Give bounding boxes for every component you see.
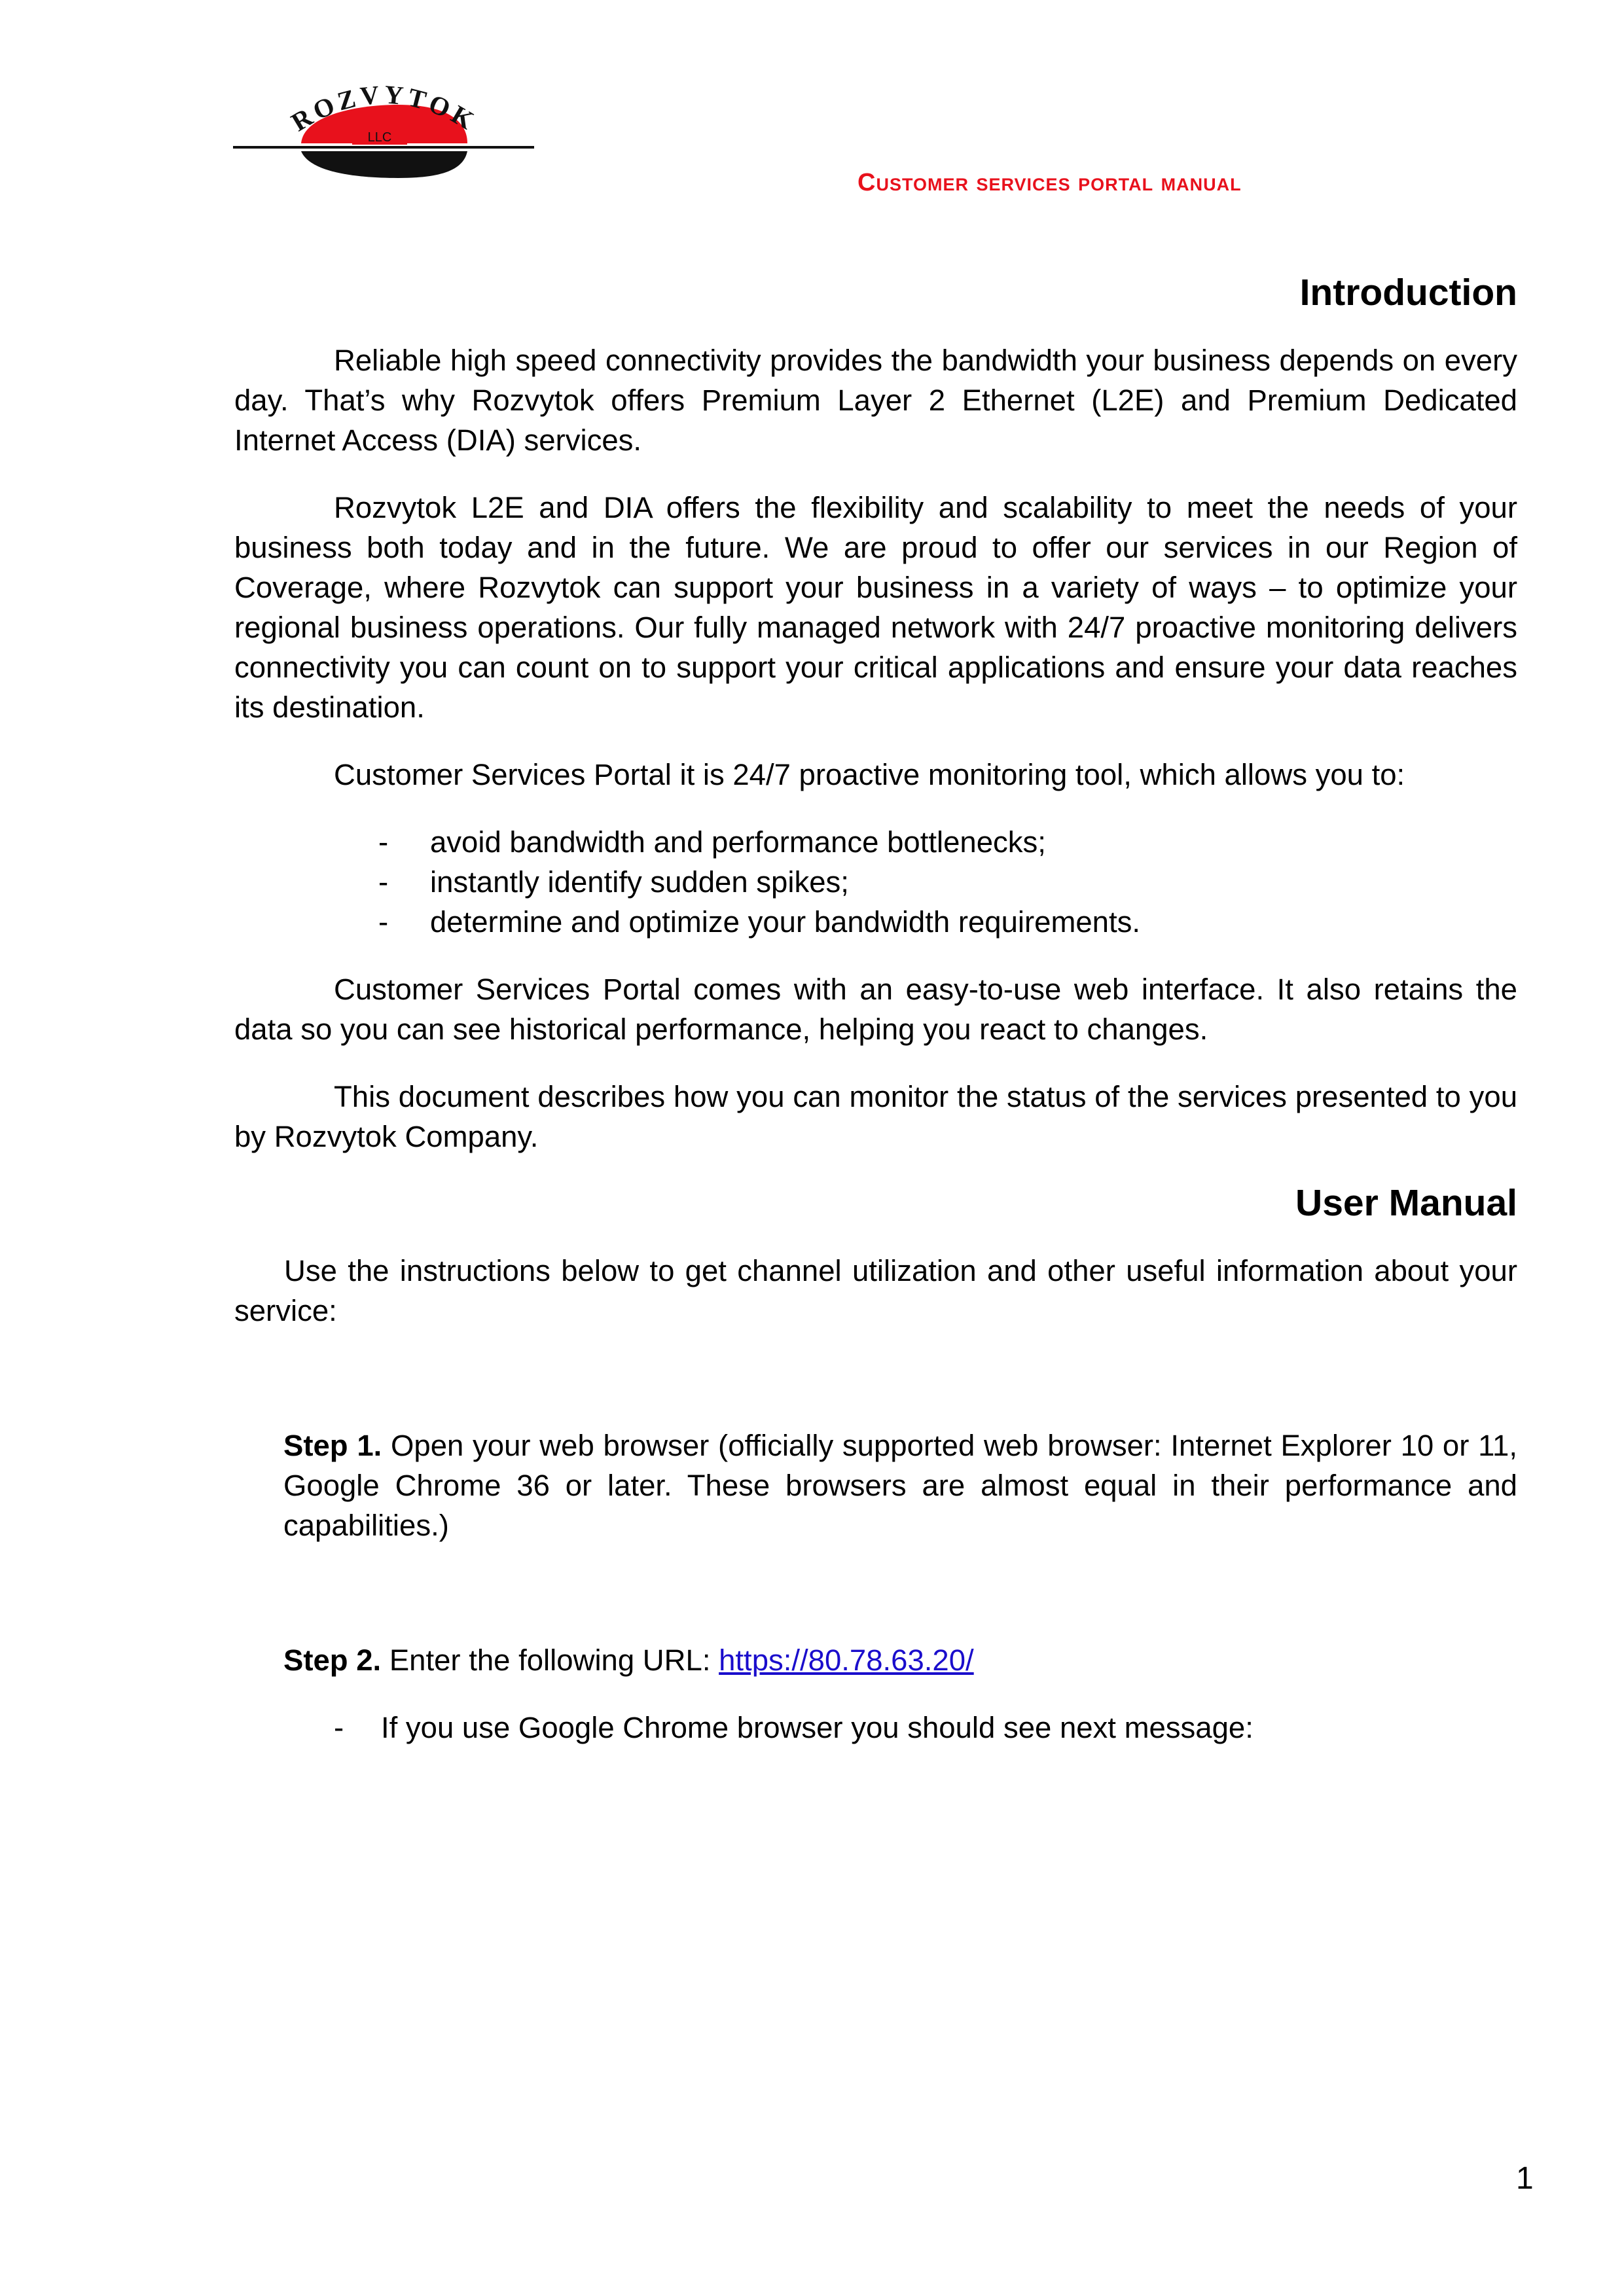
- chrome-note: - If you use Google Chrome browser you should see next message:: [234, 1708, 1517, 1748]
- dash-bullet: -: [334, 1711, 344, 1744]
- dash-bullet: -: [378, 905, 389, 939]
- company-logo: [233, 81, 534, 179]
- list-item: - instantly identify sudden spikes;: [234, 862, 1517, 902]
- intro-paragraph-4: Customer Services Portal comes with an easy-to-use web interface. It also retains the data so you can see historical performance, helping you react to changes.: [234, 973, 1517, 1046]
- portal-url-link[interactable]: https://80.78.63.20/: [719, 1643, 974, 1677]
- document-body: [234, 270, 1517, 1748]
- feature-list: [234, 822, 1517, 942]
- step-1-label: Step 1.: [283, 1429, 382, 1462]
- page-number: 1: [1516, 2161, 1534, 2196]
- logo-suffix: LLC: [367, 130, 392, 145]
- intro-paragraph-2: Rozvytok L2E and DIA offers the flexibility and scalability to meet the needs of your business both today and in the future. We are proud to offer our services in our Region of Coverage, where Rozvytok can support your business in a variety of ways – to optimize your regional business operations. Our fully managed network with 24/7 proactive monitoring delivers connectivity you can count on to support your critical applications and ensure your data reaches its destination.: [234, 491, 1517, 724]
- document-header-title: Customer services portal manual: [857, 169, 1242, 196]
- step-1: [234, 1426, 1517, 1545]
- step-2: [234, 1640, 1517, 1680]
- intro-paragraph-5: This document describes how you can monitor the status of the services presented to you by Rozvytok Company.: [234, 1080, 1517, 1153]
- logo-name: ROZVYTOK: [286, 81, 482, 137]
- intro-paragraph-3: Customer Services Portal it is 24/7 proactive monitoring tool, which allows you to:: [334, 758, 1405, 791]
- list-item: - determine and optimize your bandwidth requirements.: [234, 902, 1517, 942]
- manual-intro-paragraph: Use the instructions below to get channel utilization and other useful information about your service:: [234, 1254, 1517, 1327]
- step-1-text: Open your web browser (officially supported web browser: Internet Explorer 10 or 11, Google Chrome 36 or later. These browsers are almost equal in their performance and capabilities.): [283, 1429, 1517, 1542]
- user-manual-heading: User Manual: [1295, 1182, 1517, 1224]
- step-2-text: Enter the following URL:: [381, 1643, 719, 1677]
- dash-bullet: -: [378, 825, 389, 859]
- introduction-heading: Introduction: [1299, 272, 1517, 314]
- dash-bullet: -: [378, 865, 389, 899]
- step-2-label: Step 2.: [283, 1643, 382, 1677]
- list-item: - avoid bandwidth and performance bottlenecks;: [234, 822, 1517, 862]
- intro-paragraph-1: Reliable high speed connectivity provides the bandwidth your business depends on every day. That’s why Rozvytok offers Premium Layer 2 Ethernet (L2E) and Premium Dedicated Internet Access (DIA) services.: [234, 344, 1517, 457]
